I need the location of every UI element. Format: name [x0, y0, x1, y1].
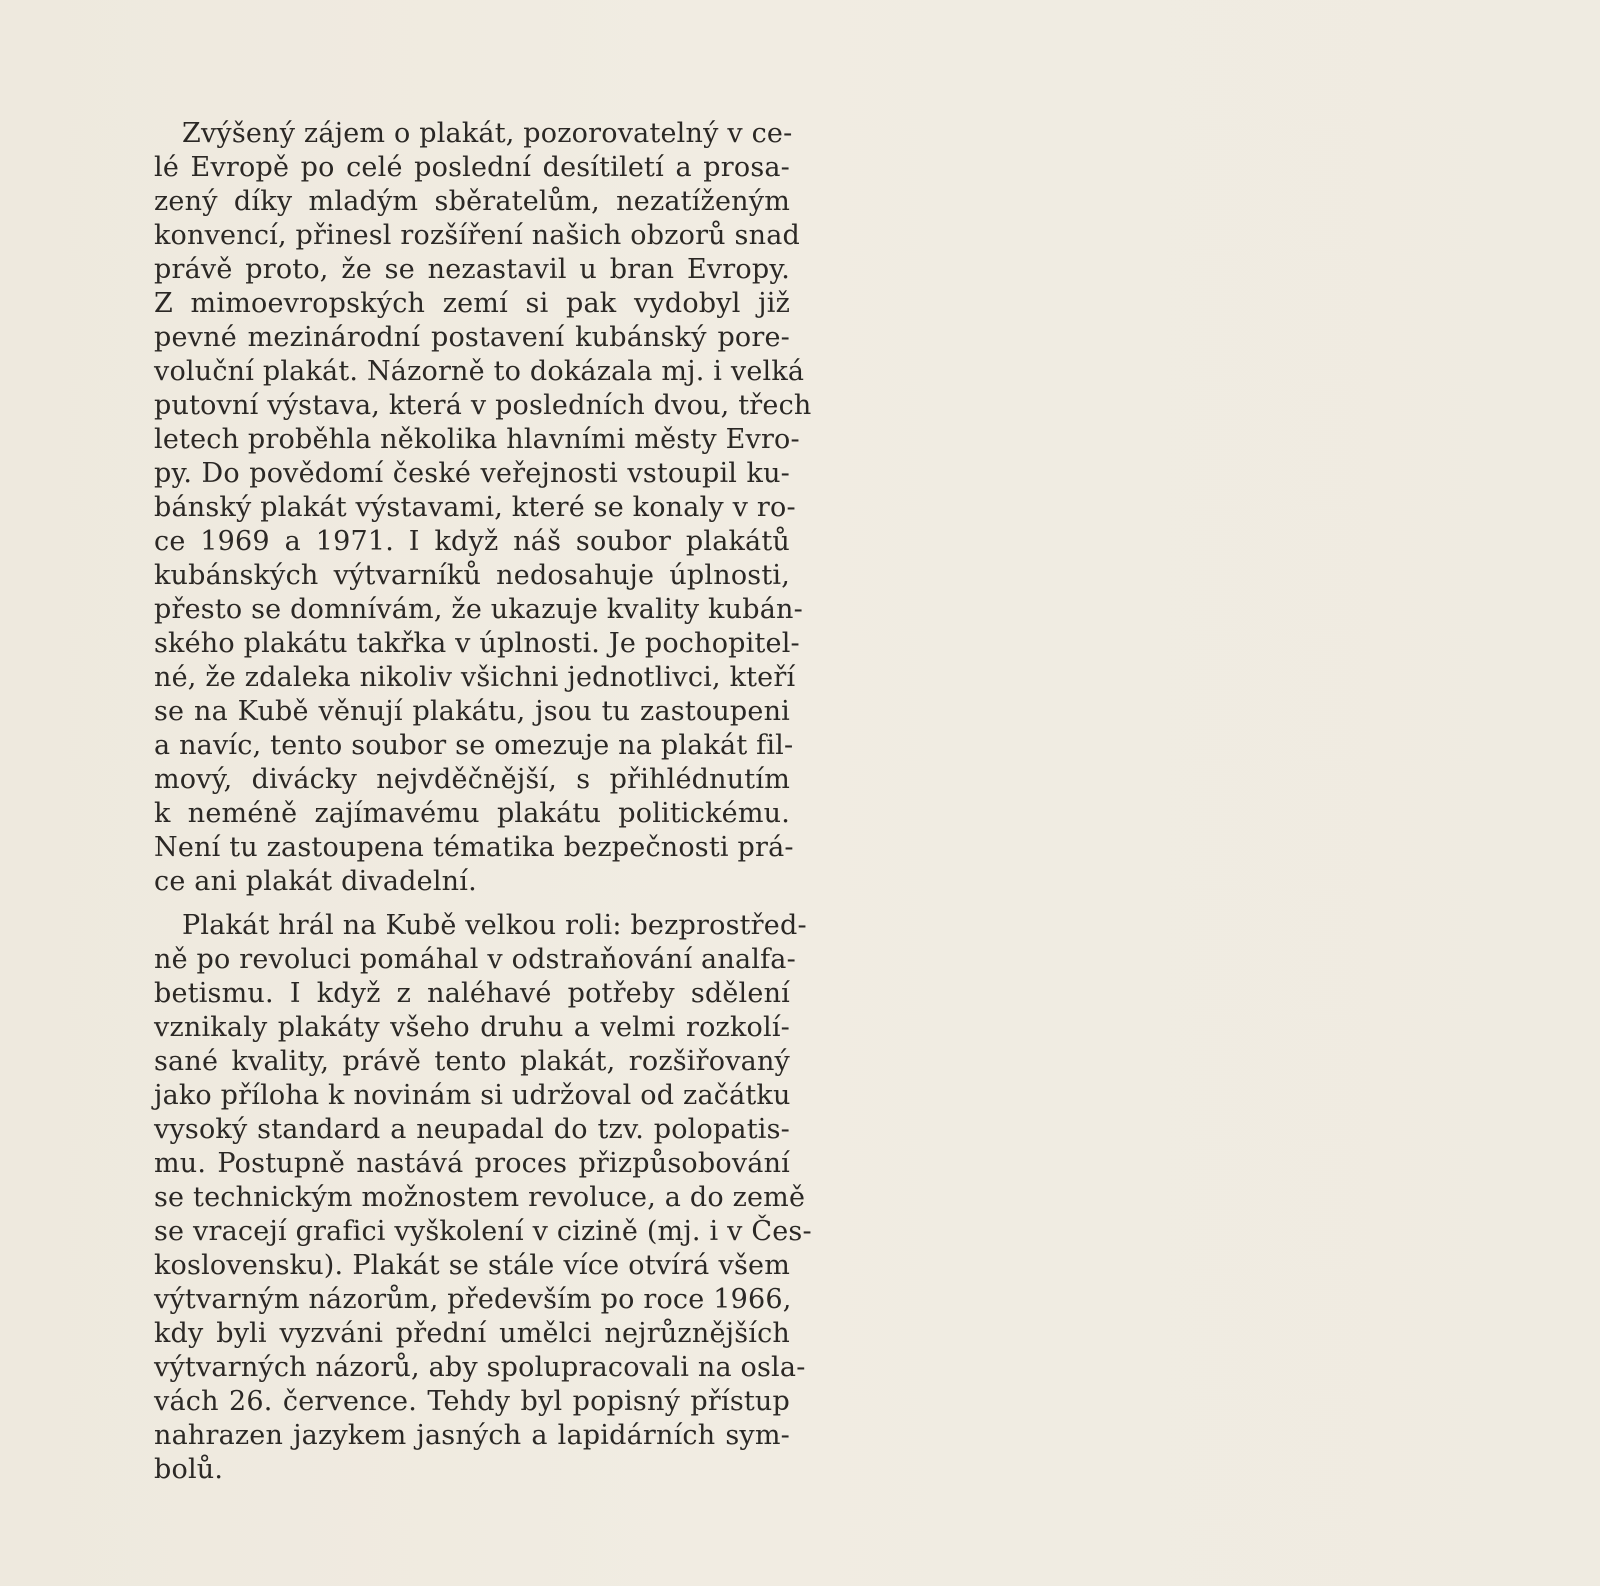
text-line: nahrazen jazykem jasných a lapidárních sym- [154, 1420, 790, 1451]
paragraph-gap [154, 899, 790, 909]
text-line: betismu. I když z naléhavé potřeby sdělení [154, 978, 790, 1009]
text-line: kubánských výtvarníků nedosahuje úplnosti, [154, 560, 790, 591]
text-line: bolů. [154, 1454, 224, 1485]
text-line: a navíc, tento soubor se omezuje na plakát fil- [154, 730, 794, 761]
text-line: vách 26. července. Tehdy byl popisný přístup [154, 1386, 790, 1417]
text-line: Není tu zastoupena tématika bezpečnosti prá- [154, 832, 794, 863]
text-line: ského plakátu takřka v úplnosti. Je pochopitel- [154, 628, 800, 659]
text-line: ce 1969 a 1971. I když náš soubor plakátů [154, 526, 790, 557]
text-line: vznikaly plakáty všeho druhu a velmi rozkolí- [154, 1012, 790, 1043]
text-line: voluční plakát. Názorně to dokázala mj. i velká [154, 356, 805, 387]
text-line: putovní výstava, která v posledních dvou, třech [154, 390, 812, 421]
text-line: výtvarným názorům, především po roce 1966, [154, 1284, 792, 1315]
text-line: lé Evropě po celé poslední desítiletí a prosa- [154, 152, 790, 183]
text-line: se vracejí grafici vyškolení v cizině (mj. i v Čes- [154, 1216, 812, 1247]
text-line: ce ani plakát divadelní. [154, 866, 477, 897]
text-line: mový, divácky nejvděčnější, s přihlédnutím [154, 764, 790, 795]
text-line: jako příloha k novinám si udržoval od začátku [154, 1080, 791, 1111]
text-line: se na Kubě věnují plakátu, jsou tu zastoupeni [154, 696, 790, 727]
paragraph-2 [154, 909, 812, 1487]
text-line: letech proběhla několika hlavními městy Evro- [154, 424, 800, 455]
text-line: konvencí, přinesl rozšíření našich obzorů snad [154, 220, 800, 251]
text-column [154, 117, 812, 1487]
text-line: Z mimoevropských zemí si pak vydobyl již [154, 288, 790, 319]
text-line: pevné mezinárodní postavení kubánský pore- [154, 322, 790, 353]
text-line: sané kvality, právě tento plakát, rozšiřovaný [154, 1046, 790, 1077]
text-line: vysoký standard a neupadal do tzv. polopatis- [154, 1114, 790, 1145]
text-line: py. Do povědomí české veřejnosti vstoupil ku- [154, 458, 790, 489]
text-line: Plakát hrál na Kubě velkou roli: bezprostřed- [182, 910, 807, 941]
paragraph-1 [154, 117, 812, 899]
text-line: se technickým možnostem revoluce, a do země [154, 1182, 806, 1213]
text-line: kdy byli vyzváni přední umělci nejrůznějších [154, 1318, 790, 1349]
text-line: bánský plakát výstavami, které se konaly v ro- [154, 492, 796, 523]
text-line: ně po revoluci pomáhal v odstraňování analfa- [154, 944, 796, 975]
text-line: právě proto, že se nezastavil u bran Evropy. [154, 254, 790, 285]
text-line: zený díky mladým sběratelům, nezatíženým [154, 186, 790, 217]
text-line: né, že zdaleka nikoliv všichni jednotlivci, kteří [154, 662, 796, 693]
text-line: k neméně zajímavému plakátu politickému. [154, 798, 790, 829]
text-line: výtvarných názorů, aby spolupracovali na osla- [154, 1352, 806, 1383]
text-line: koslovensku). Plakát se stále více otvírá všem [154, 1250, 790, 1281]
text-line: Zvýšený zájem o plakát, pozorovatelný v ce- [182, 118, 793, 149]
text-line: přesto se domnívám, že ukazuje kvality kubán- [154, 594, 803, 625]
text-line: mu. Postupně nastává proces přizpůsobování [154, 1148, 790, 1179]
